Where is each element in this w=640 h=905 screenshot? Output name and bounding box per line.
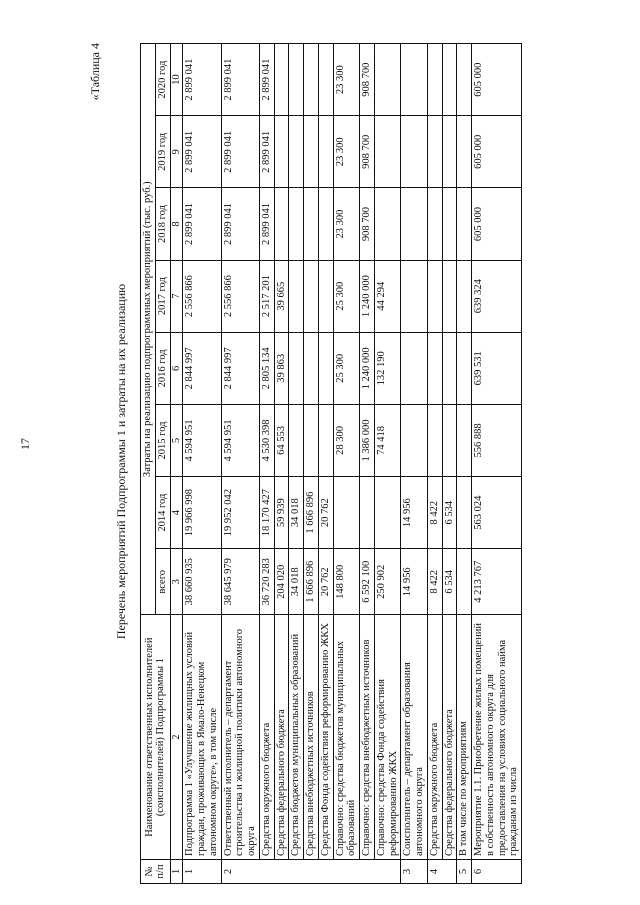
cell-value [318, 44, 333, 116]
cell-value: 2 556 866 [183, 260, 221, 332]
row-name: Средства федерального бюджета [274, 615, 289, 860]
table-row [259, 44, 274, 884]
row-name: Справочно: средства Фонда содействия реформированию ЖКХ [374, 615, 401, 860]
cell-value: 132 190 [374, 332, 401, 404]
table-row [442, 44, 457, 884]
cell-total: 250 902 [374, 549, 401, 615]
cell-value [304, 116, 319, 188]
cell-value: 19 966 998 [183, 477, 221, 549]
cell-value [401, 260, 428, 332]
cell-value [442, 332, 457, 404]
cell-value [274, 116, 289, 188]
column-number: 1 [170, 859, 183, 883]
cell-value [304, 188, 319, 260]
cell-value: 2 899 041 [259, 44, 274, 116]
cell-value: 4 594 951 [221, 404, 259, 476]
column-number: 3 [170, 549, 183, 615]
column-number: 5 [170, 404, 183, 476]
header-total: всего [155, 549, 170, 615]
cell-value: 908 700 [360, 188, 375, 260]
cell-value [318, 116, 333, 188]
cell-value [289, 260, 304, 332]
row-number: 6 [472, 859, 522, 883]
header-year: 2017 год [155, 260, 170, 332]
cell-value: 25 300 [333, 260, 360, 332]
page-number: 17 [18, 438, 32, 450]
cell-value: 639 531 [472, 332, 522, 404]
cell-value: 605 000 [472, 116, 522, 188]
cell-value [442, 188, 457, 260]
cell-value: 18 170 427 [259, 477, 274, 549]
cell-value: 19 952 042 [221, 477, 259, 549]
cell-value [374, 477, 401, 549]
cell-total: 4 213 767 [472, 549, 522, 615]
cell-value [427, 332, 442, 404]
cell-value: 1 386 000 [360, 404, 375, 476]
table-row [472, 44, 522, 884]
cell-value: 4 594 951 [183, 404, 221, 476]
cell-value: 2 899 041 [183, 44, 221, 116]
cell-value: 605 000 [472, 188, 522, 260]
cell-total: 1 666 896 [304, 549, 319, 615]
header-year: 2015 год [155, 404, 170, 476]
table-row [221, 44, 259, 884]
cell-total: 204 020 [274, 549, 289, 615]
row-name: В том числе по мероприятиям [457, 615, 472, 860]
cell-value [427, 116, 442, 188]
header-year: 2018 год [155, 188, 170, 260]
table-row [183, 44, 221, 884]
row-name: Средства Фонда содействия реформированию ЖКХ [318, 615, 333, 860]
cell-value: 4 530 398 [259, 404, 274, 476]
cell-value: 23 300 [333, 44, 360, 116]
cell-value [333, 477, 360, 549]
cell-value: 23 300 [333, 116, 360, 188]
cell-value [457, 188, 472, 260]
cell-value [457, 116, 472, 188]
cell-value: 1 666 896 [304, 477, 319, 549]
cell-value [274, 188, 289, 260]
row-number: 4 [427, 859, 457, 883]
table-row [427, 44, 442, 884]
cell-total: 6 534 [442, 549, 457, 615]
cell-value [289, 188, 304, 260]
cell-value: 556 888 [472, 404, 522, 476]
cell-value: 8 422 [427, 477, 442, 549]
header-year: 2016 год [155, 332, 170, 404]
cell-value [318, 404, 333, 476]
cell-value [304, 404, 319, 476]
cell-value: 2 844 997 [183, 332, 221, 404]
cell-value: 34 018 [289, 477, 304, 549]
cell-total [457, 549, 472, 615]
cell-value: 2 899 041 [259, 116, 274, 188]
column-number: 6 [170, 332, 183, 404]
cell-value: 605 000 [472, 44, 522, 116]
table-row [304, 44, 319, 884]
column-number: 4 [170, 477, 183, 549]
cell-total: 38 645 979 [221, 549, 259, 615]
cell-value [401, 332, 428, 404]
column-numbers-row [170, 44, 183, 884]
row-number: 1 [183, 859, 221, 883]
cell-value: 2 805 134 [259, 332, 274, 404]
cell-value [289, 332, 304, 404]
table-row [401, 44, 428, 884]
table-label: «Таблица 4 [88, 43, 102, 101]
cell-value [304, 44, 319, 116]
cell-value [457, 44, 472, 116]
cell-value [318, 332, 333, 404]
row-name: Средства бюджетов муниципальных образований [289, 615, 304, 860]
header-costs: Затраты на реализацию подпрограммных мероприятий (тыс. руб.) [141, 44, 156, 615]
row-number: 3 [401, 859, 428, 883]
table-row [318, 44, 333, 884]
cell-value [427, 188, 442, 260]
table-title: Перечень мероприятий Подпрограммы 1 и затраты на их реализацию [114, 283, 128, 640]
cell-value [401, 44, 428, 116]
table-row [274, 44, 289, 884]
cell-value: 2 556 866 [221, 260, 259, 332]
row-name: Справочно: средства внебюджетных источников [360, 615, 375, 860]
table-row [333, 44, 360, 884]
column-number: 7 [170, 260, 183, 332]
cell-value [442, 44, 457, 116]
cell-value [427, 260, 442, 332]
rotated-page-content [84, 39, 629, 884]
header-name: Наименование ответственных исполнителей (соисполнителей) Подпрограммы 1 [141, 615, 171, 860]
cell-value [289, 44, 304, 116]
cell-value: 39 863 [274, 332, 289, 404]
cell-value: 2 899 041 [221, 188, 259, 260]
table-row [374, 44, 401, 884]
cell-value: 563 024 [472, 477, 522, 549]
cell-value: 28 300 [333, 404, 360, 476]
column-number: 8 [170, 188, 183, 260]
cell-value [427, 44, 442, 116]
cell-value: 59 939 [274, 477, 289, 549]
cell-value: 2 844 997 [221, 332, 259, 404]
table-row [360, 44, 375, 884]
header-no: № п/п [141, 859, 171, 883]
costs-table [140, 43, 522, 884]
cell-value [274, 44, 289, 116]
cell-value: 64 553 [274, 404, 289, 476]
cell-value: 1 240 000 [360, 332, 375, 404]
cell-value: 25 300 [333, 332, 360, 404]
header-year: 2020 год [155, 44, 170, 116]
cell-value [401, 404, 428, 476]
row-name: Соисполнитель – департамент образования автономного округа [401, 615, 428, 860]
table-row [457, 44, 472, 884]
row-number: 2 [221, 859, 401, 883]
cell-value: 2 899 041 [183, 188, 221, 260]
cell-value [374, 188, 401, 260]
cell-value: 23 300 [333, 188, 360, 260]
cell-value: 908 700 [360, 116, 375, 188]
cell-value [289, 404, 304, 476]
header-year: 2019 год [155, 116, 170, 188]
caption-area [84, 39, 140, 884]
cell-total: 20 762 [318, 549, 333, 615]
cell-value [401, 116, 428, 188]
cell-value [374, 116, 401, 188]
cell-total: 34 018 [289, 549, 304, 615]
cell-value: 639 324 [472, 260, 522, 332]
row-name: Средства внебюджетных источников [304, 615, 319, 860]
cell-value [442, 260, 457, 332]
cell-value [442, 404, 457, 476]
cell-total: 148 800 [333, 549, 360, 615]
cell-total: 36 720 283 [259, 549, 274, 615]
header-year: 2014 год [155, 477, 170, 549]
cell-value [427, 404, 442, 476]
cell-value [457, 332, 472, 404]
cell-value [457, 260, 472, 332]
row-name: Средства окружного бюджета [427, 615, 442, 860]
cell-value: 2 899 041 [183, 116, 221, 188]
cell-value: 2 899 041 [221, 116, 259, 188]
cell-value [401, 188, 428, 260]
cell-value: 44 294 [374, 260, 401, 332]
cell-value: 74 418 [374, 404, 401, 476]
cell-value: 1 240 000 [360, 260, 375, 332]
row-name: Мероприятие 1.1. Приобретение жилых помещений в собственность автономного округа для предоставления на условиях социального найма гражданам из числа [472, 615, 522, 860]
row-name: Ответственный исполнитель – департамент строительства и жилищной политики автономного округа [221, 615, 259, 860]
cell-value [457, 404, 472, 476]
cell-value [289, 116, 304, 188]
column-number: 9 [170, 116, 183, 188]
cell-value [318, 260, 333, 332]
row-name: Средства федерального бюджета [442, 615, 457, 860]
row-number: 5 [457, 859, 472, 883]
row-name: Подпрограмма 1 «Улучшение жилищных условий граждан, проживающих в Ямало-Ненецком автономном округе», в том числе [183, 615, 221, 860]
cell-value: 20 762 [318, 477, 333, 549]
cell-total: 8 422 [427, 549, 442, 615]
cell-value [374, 44, 401, 116]
cell-value [442, 116, 457, 188]
cell-value [318, 188, 333, 260]
cell-value: 2 899 041 [221, 44, 259, 116]
cell-value: 6 534 [442, 477, 457, 549]
cell-value: 2 899 041 [259, 188, 274, 260]
cell-value: 39 665 [274, 260, 289, 332]
row-name: Справочно: средства бюджетов муниципальных образований [333, 615, 360, 860]
cell-value [360, 477, 375, 549]
cell-value: 908 700 [360, 44, 375, 116]
table-row [289, 44, 304, 884]
cell-value: 2 517 201 [259, 260, 274, 332]
cell-value [304, 260, 319, 332]
cell-total: 6 592 100 [360, 549, 375, 615]
cell-value: 14 956 [401, 477, 428, 549]
cell-value [457, 477, 472, 549]
column-number: 2 [170, 615, 183, 860]
cell-total: 38 660 935 [183, 549, 221, 615]
column-number: 10 [170, 44, 183, 116]
row-name: Средства окружного бюджета [259, 615, 274, 860]
cell-total: 14 956 [401, 549, 428, 615]
cell-value [304, 332, 319, 404]
